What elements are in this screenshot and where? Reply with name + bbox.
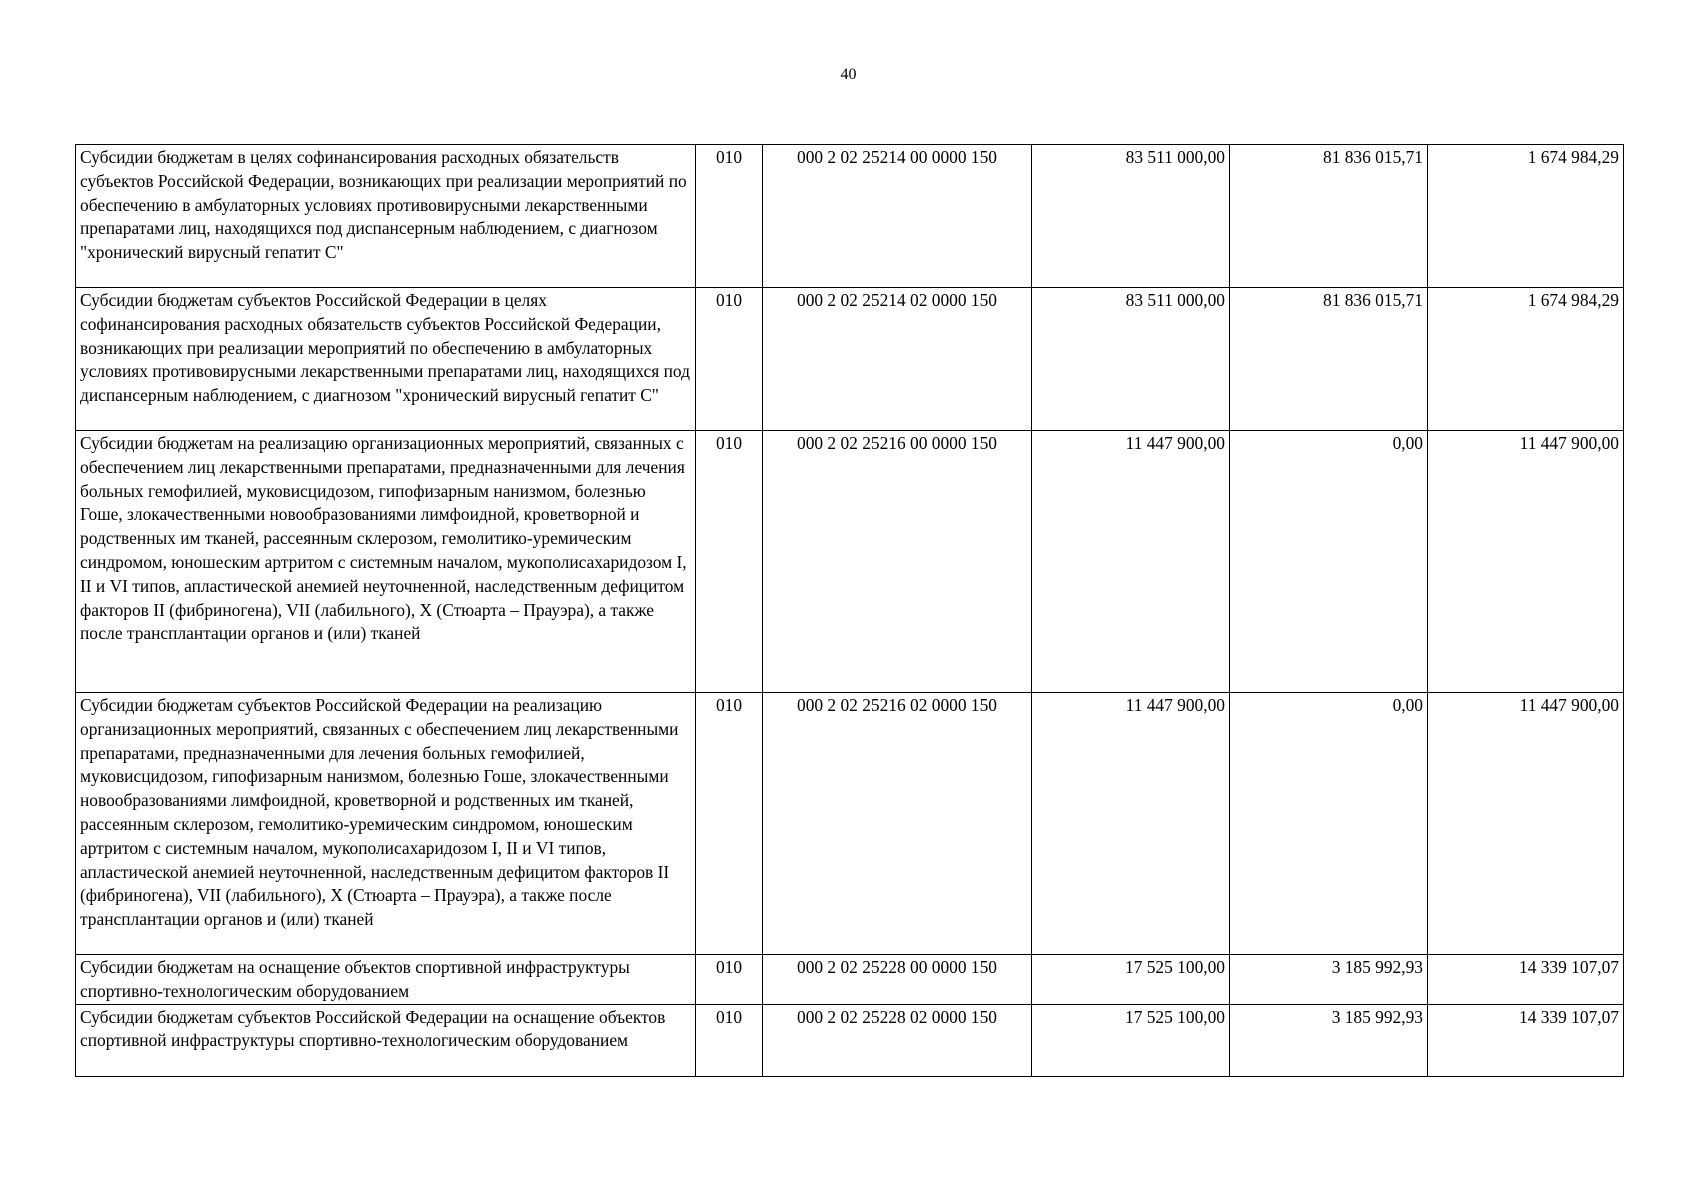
row-kbk-cell: 000 2 02 25214 02 0000 150 xyxy=(763,288,1032,431)
row-name-cell: Субсидии бюджетам в целях софинансирования расходных обязательств субъектов Российской Федерации, возникающих при реализации мероприятий по обеспечению в амбулаторных условиях противовирусными лекарственными препаратами лиц, находящихся под диспансерным наблюдением, с диагнозом "хронический вирусный гепатит С" xyxy=(76,145,696,288)
row-executed-cell: 81 836 015,71 xyxy=(1230,288,1428,431)
row-name-cell: Субсидии бюджетам субъектов Российской Федерации на реализацию организационных мероприятий, связанных с обеспечением лиц лекарственными препаратами, предназначенными для лечения больных гемофилией, муковисцидозом, гипофизарным нанизмом, болезнью Гоше, злокачественными новообразованиями лимфоидной, кроветворной и родственных им тканей, рассеянным склерозом, гемолитико-уремическим синдромом, юношеским артритом с системным началом, мукополисахаридозом I, II и VI типов, апластической анемией неуточненной, наследственным дефицитом факторов II (фибриногена), VII (лабильного), X (Стюарта – Прауэра), а также после трансплантации органов и (или) тканей xyxy=(76,693,696,955)
row-kbk-cell: 000 2 02 25228 00 0000 150 xyxy=(763,955,1032,1005)
row-line-code-cell: 010 xyxy=(696,1004,763,1076)
row-unexecuted-cell: 1 674 984,29 xyxy=(1428,288,1624,431)
row-name-cell: Субсидии бюджетам на оснащение объектов спортивной инфраструктуры спортивно-технологическим оборудованием xyxy=(76,955,696,1005)
row-approved-cell: 11 447 900,00 xyxy=(1032,431,1230,693)
row-name-cell: Субсидии бюджетам на реализацию организационных мероприятий, связанных с обеспечением лиц лекарственными препаратами, предназначенными для лечения больных гемофилией, муковисцидозом, гипофизарным нанизмом, болезнью Гоше, злокачественными новообразованиями лимфоидной, кроветворной и родственных им тканей, рассеянным склерозом, гемолитико-уремическим синдромом, юношеским артритом с системным началом, мукополисахаридозом I, II и VI типов, апластической анемией неуточненной, наследственным дефицитом факторов II (фибриногена), VII (лабильного), X (Стюарта – Прауэра), а также после трансплантации органов и (или) тканей xyxy=(76,431,696,693)
row-executed-cell: 0,00 xyxy=(1230,693,1428,955)
row-unexecuted-cell: 11 447 900,00 xyxy=(1428,693,1624,955)
table-row xyxy=(76,955,1624,1005)
row-unexecuted-cell: 14 339 107,07 xyxy=(1428,955,1624,1005)
row-approved-cell: 11 447 900,00 xyxy=(1032,693,1230,955)
row-line-code-cell: 010 xyxy=(696,955,763,1005)
row-name-cell: Субсидии бюджетам субъектов Российской Федерации на оснащение объектов спортивной инфраструктуры спортивно-технологическим оборудованием xyxy=(76,1004,696,1076)
row-kbk-cell: 000 2 02 25228 02 0000 150 xyxy=(763,1004,1032,1076)
row-line-code-cell: 010 xyxy=(696,288,763,431)
page-number: 40 xyxy=(840,66,857,83)
row-line-code-cell: 010 xyxy=(696,145,763,288)
row-unexecuted-cell: 11 447 900,00 xyxy=(1428,431,1624,693)
row-unexecuted-cell: 1 674 984,29 xyxy=(1428,145,1624,288)
row-approved-cell: 83 511 000,00 xyxy=(1032,288,1230,431)
row-executed-cell: 3 185 992,93 xyxy=(1230,955,1428,1005)
row-kbk-cell: 000 2 02 25216 00 0000 150 xyxy=(763,431,1032,693)
row-approved-cell: 17 525 100,00 xyxy=(1032,955,1230,1005)
table-row xyxy=(76,288,1624,431)
row-executed-cell: 81 836 015,71 xyxy=(1230,145,1428,288)
row-unexecuted-cell: 14 339 107,07 xyxy=(1428,1004,1624,1076)
row-executed-cell: 0,00 xyxy=(1230,431,1428,693)
row-approved-cell: 17 525 100,00 xyxy=(1032,1004,1230,1076)
table-row xyxy=(76,693,1624,955)
row-kbk-cell: 000 2 02 25214 00 0000 150 xyxy=(763,145,1032,288)
row-kbk-cell: 000 2 02 25216 02 0000 150 xyxy=(763,693,1032,955)
table-row xyxy=(76,145,1624,288)
table-row xyxy=(76,431,1624,693)
row-line-code-cell: 010 xyxy=(696,693,763,955)
row-executed-cell: 3 185 992,93 xyxy=(1230,1004,1428,1076)
row-approved-cell: 83 511 000,00 xyxy=(1032,145,1230,288)
report-table xyxy=(75,144,1624,1077)
table-row xyxy=(76,1004,1624,1076)
row-name-cell: Субсидии бюджетам субъектов Российской Федерации в целях софинансирования расходных обязательств субъектов Российской Федерации, возникающих при реализации мероприятий по обеспечению в амбулаторных условиях противовирусными лекарственными препаратами лиц, находящихся под диспансерным наблюдением, с диагнозом "хронический вирусный гепатит С" xyxy=(76,288,696,431)
row-line-code-cell: 010 xyxy=(696,431,763,693)
